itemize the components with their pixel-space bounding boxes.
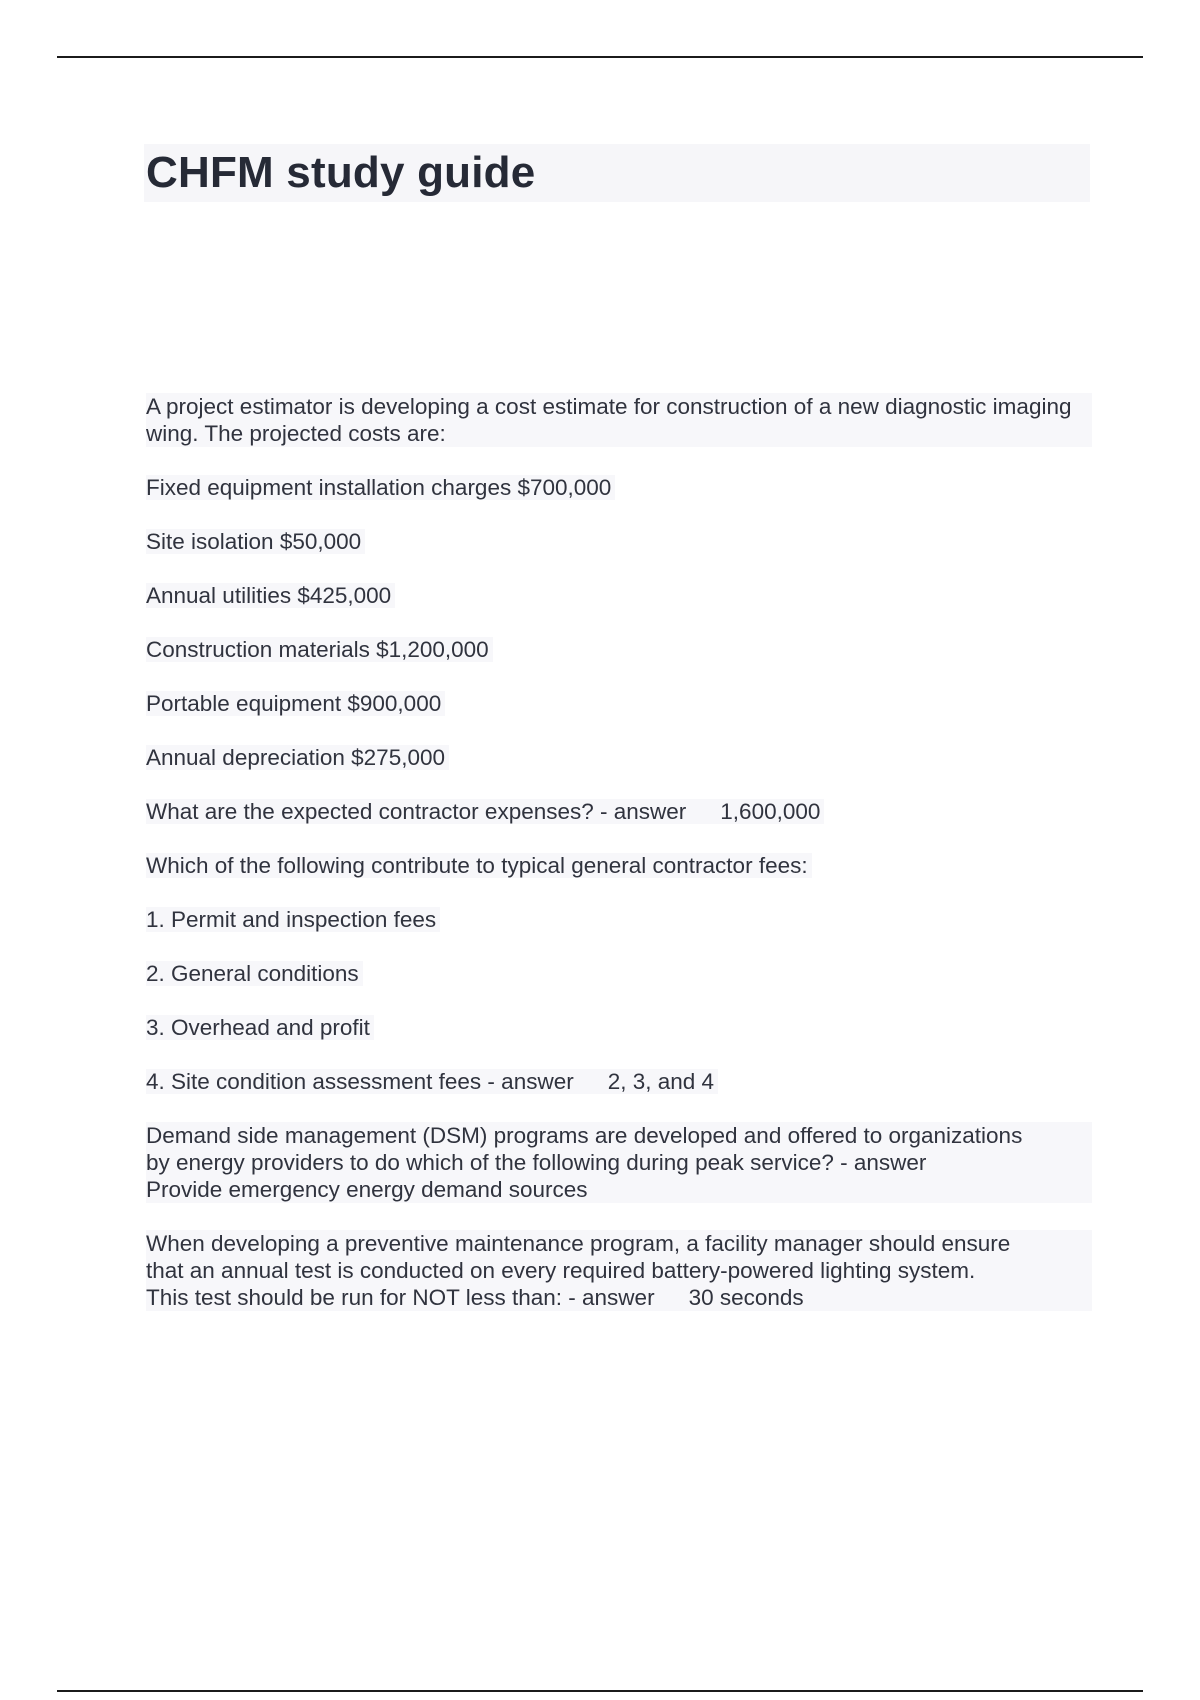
q4-question-line <box>146 1284 1092 1311</box>
q1-question-text: What are the expected contractor expenses? - answer <box>146 799 687 824</box>
document-body <box>146 393 1096 1311</box>
q1-intro-text: A project estimator is developing a cost estimate for construction of a new diagnostic imaging wing. The projected costs are: <box>146 394 1072 446</box>
q2-last-option-row <box>146 1068 1096 1095</box>
q4-question-text: This test should be run for NOT less than: - answer <box>146 1285 655 1310</box>
q1-item-text: Annual depreciation $275,000 <box>146 745 449 770</box>
q2-question: Which of the following contribute to typical general contractor fees: <box>146 853 812 878</box>
q2-answer: 2, 3, and 4 <box>607 1069 715 1094</box>
page-title: CHFM study guide <box>146 148 536 197</box>
q3-line: by energy providers to do which of the following during peak service? - answer <box>146 1150 927 1175</box>
q1-item <box>146 690 1096 717</box>
q4-answer: 30 seconds <box>688 1285 804 1310</box>
q2-option-text: 1. Permit and inspection fees <box>146 907 440 932</box>
q4-line: that an annual test is conducted on every required battery-powered lighting system. <box>146 1258 976 1283</box>
q1-item-text: Portable equipment $900,000 <box>146 691 445 716</box>
q4-line: When developing a preventive maintenance program, a facility manager should ensure <box>146 1231 1011 1256</box>
q2-option <box>146 1014 1096 1041</box>
bottom-rule <box>57 1690 1143 1692</box>
q1-item-text: Annual utilities $425,000 <box>146 583 395 608</box>
q2-last-option <box>146 1069 718 1094</box>
q1-intro <box>146 393 1092 447</box>
q1-item-text: Site isolation $50,000 <box>146 529 365 554</box>
q2-question-row <box>146 852 1096 879</box>
q2-option <box>146 906 1096 933</box>
q2-option <box>146 960 1096 987</box>
q1-item <box>146 636 1096 663</box>
q2-option-text: 2. General conditions <box>146 961 363 986</box>
q2-option-text: 3. Overhead and profit <box>146 1015 374 1040</box>
q1-item <box>146 744 1096 771</box>
q1-item <box>146 474 1096 501</box>
q2-last-option-text: 4. Site condition assessment fees - answer <box>146 1069 574 1094</box>
q1-question-row <box>146 798 1096 825</box>
q1-item-text: Construction materials $1,200,000 <box>146 637 493 662</box>
q3-answer: Provide emergency energy demand sources <box>146 1177 588 1202</box>
q1-item <box>146 582 1096 609</box>
q4-block <box>146 1230 1092 1311</box>
q3-block <box>146 1122 1092 1203</box>
q1-question <box>146 799 824 824</box>
q1-item-text: Fixed equipment installation charges $700,000 <box>146 475 615 500</box>
q1-answer: 1,600,000 <box>720 799 821 824</box>
q3-line: Demand side management (DSM) programs are developed and offered to organizations <box>146 1123 1023 1148</box>
top-rule <box>57 56 1143 58</box>
q1-item <box>146 528 1096 555</box>
